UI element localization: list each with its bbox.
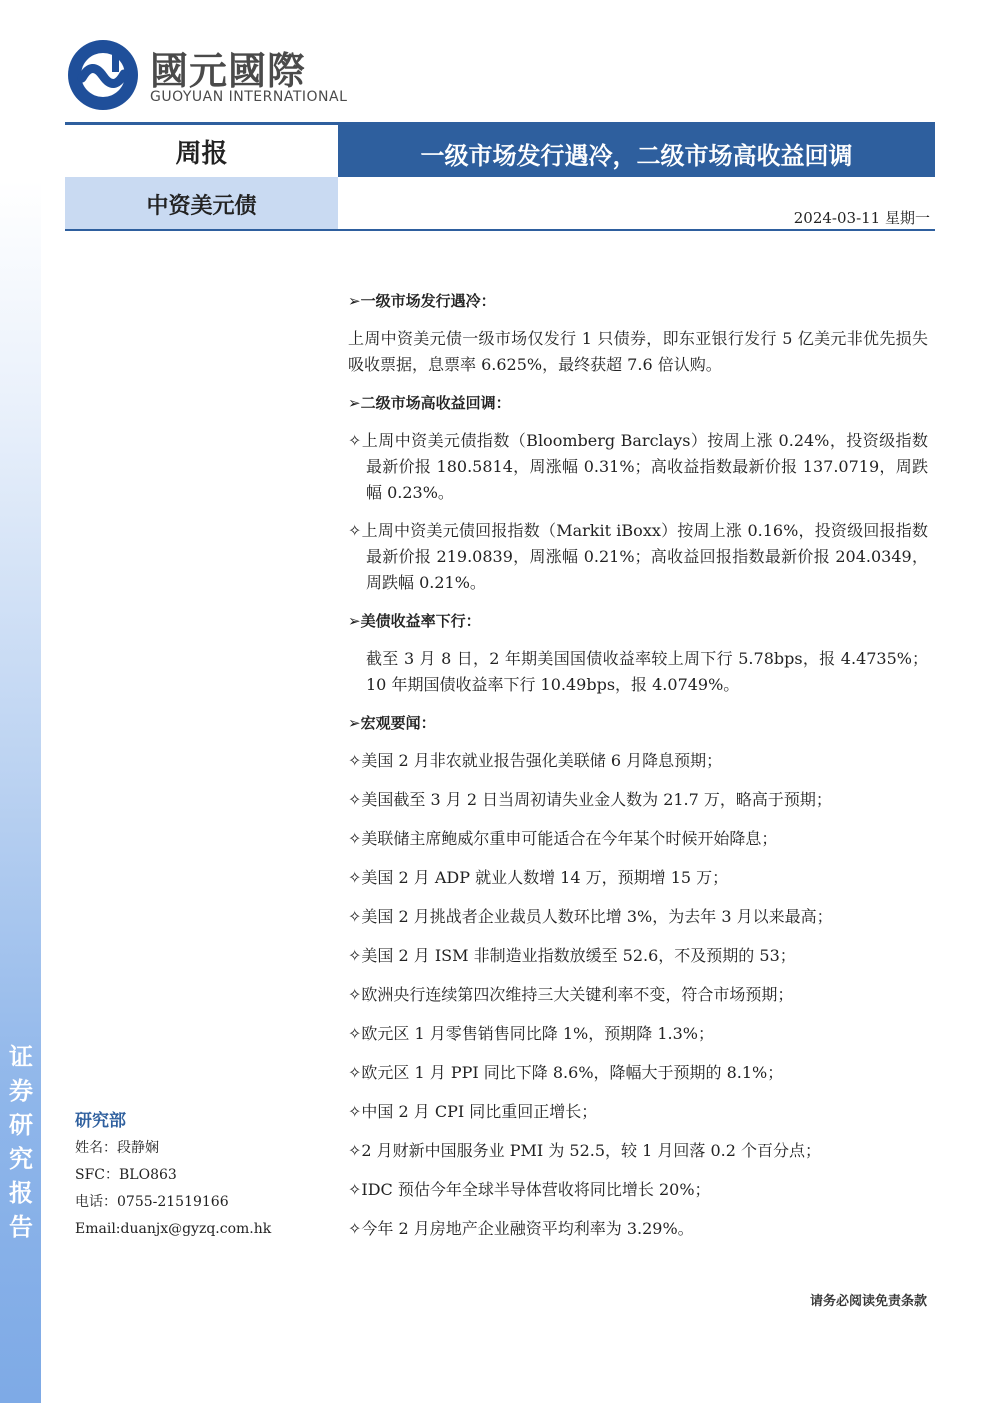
sidebar-char: 券 — [9, 1077, 33, 1105]
analyst-info — [75, 1108, 271, 1243]
section-heading-treasury: ➢美债收益率下行： — [348, 612, 481, 630]
secondary-bullet: ✧上周中资美元债指数（Bloomberg Barclays）按周上涨 0.24%，投资级指数最新价报 180.5814，周涨幅 0.31%；高收益指数最新价报 137.0719，周跌幅 0.23%。 — [348, 431, 928, 502]
macro-news-item: ✧欧洲央行连续第四次维持三大关键利率不变，符合市场预期； — [348, 985, 794, 1004]
company-logo-icon — [66, 38, 140, 112]
section-heading-primary: ➢一级市场发行遇冷： — [348, 292, 496, 310]
macro-news-item: ✧欧元区 1 月零售销售同比降 1%，预期降 1.3%； — [348, 1024, 714, 1043]
sidebar-char: 研 — [9, 1111, 33, 1139]
primary-market-paragraph: 上周中资美元债一级市场仅发行 1 只债券，即东亚银行发行 5 亿美元非优先损失吸收票据，息票率 6.625%，最终获超 7.6 倍认购。 — [348, 329, 928, 374]
macro-news-item: ✧今年 2 月房地产企业融资平均利率为 3.29%。 — [348, 1219, 694, 1238]
sidebar-char: 究 — [9, 1145, 33, 1173]
analyst-phone: 电话：0755-21519166 — [75, 1194, 229, 1210]
header-bottom-rule — [65, 229, 935, 231]
sidebar-char: 报 — [9, 1179, 33, 1207]
report-title: 一级市场发行遇冷，二级市场高收益回调 — [420, 142, 853, 170]
report-type: 周报 — [175, 139, 228, 169]
macro-news-item: ✧IDC 预估今年全球半导体营收将同比增长 20%； — [348, 1180, 711, 1199]
macro-news-item: ✧欧元区 1 月 PPI 同比下降 8.6%，降幅大于预期的 8.1%； — [348, 1063, 784, 1082]
sidebar-vertical-label — [6, 1040, 36, 1244]
brand-name-en: GUOYUAN INTERNATIONAL — [150, 89, 348, 105]
section-heading-macro: ➢宏观要闻： — [348, 714, 436, 732]
analyst-sfc: SFC：BLO863 — [75, 1167, 177, 1183]
macro-news-item: ✧美国 2 月非农就业报告强化美联储 6 月降息预期； — [348, 751, 723, 770]
brand-name-cn: 國元國際 — [150, 49, 307, 93]
report-date: 2024-03-11 星期一 — [793, 209, 930, 227]
macro-news-item: ✧中国 2 月 CPI 同比重回正增长； — [348, 1102, 598, 1121]
report-category: 中资美元债 — [146, 194, 257, 219]
macro-news-item: ✧美国 2 月 ADP 就业人数增 14 万，预期增 15 万； — [348, 868, 729, 887]
macro-news-item: ✧美联储主席鲍威尔重申可能适合在今年某个时候开始降息； — [348, 829, 778, 848]
macro-news-item: ✧美国 2 月挑战者企业裁员人数环比增 3%，为去年 3 月以来最高； — [348, 907, 833, 926]
disclaimer-link[interactable]: 请务必阅读免责条款 — [809, 1294, 927, 1309]
macro-news-item: ✧美国 2 月 ISM 非制造业指数放缓至 52.6，不及预期的 53； — [348, 946, 796, 965]
analyst-department: 研究部 — [75, 1111, 126, 1131]
macro-news-item: ✧美国截至 3 月 2 日当周初请失业金人数为 21.7 万，略高于预期； — [348, 790, 832, 809]
secondary-bullet: ✧上周中资美元债回报指数（Markit iBoxx）按周上涨 0.16%，投资级回报指数最新价报 219.0839，周涨幅 0.21%；高收益回报指数最新价报 204.0349，周跌幅 0.21%。 — [348, 521, 928, 592]
analyst-name: 姓名：段静娴 — [75, 1140, 159, 1156]
report-body — [348, 288, 928, 1255]
macro-news-item: ✧2 月财新中国服务业 PMI 为 52.5，较 1 月回落 0.2 个百分点； — [348, 1141, 821, 1160]
analyst-email[interactable]: Email:duanjx@gyzq.com.hk — [75, 1221, 272, 1237]
section-heading-secondary: ➢二级市场高收益回调： — [348, 394, 511, 412]
sidebar-char: 证 — [9, 1043, 33, 1071]
treasury-paragraph: 截至 3 月 8 日，2 年期美国国债收益率较上周下行 5.78bps，报 4.4735%；10 年期国债收益率下行 10.49bps，报 4.0749%。 — [366, 649, 928, 694]
sidebar-char: 告 — [9, 1213, 33, 1241]
